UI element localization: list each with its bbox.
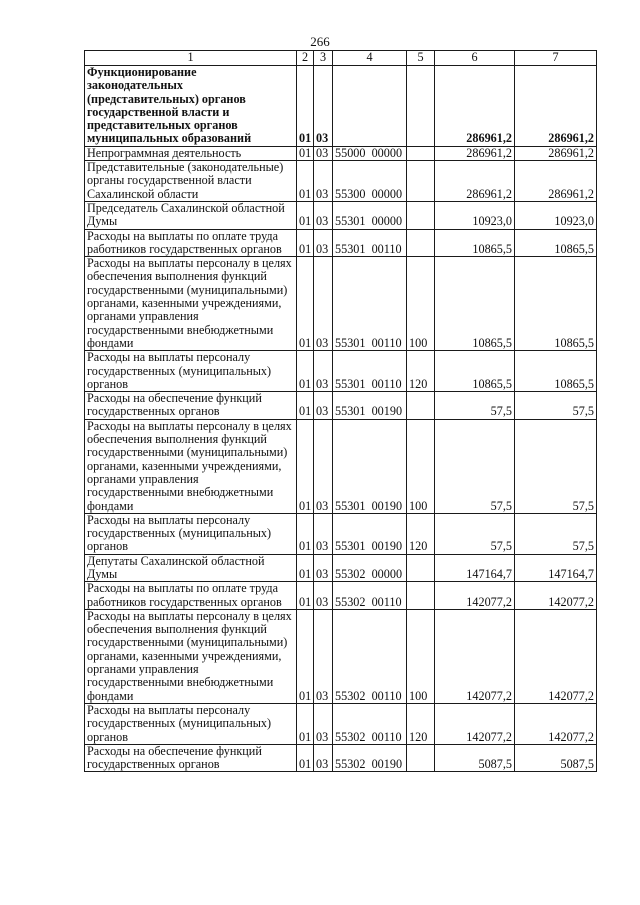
section-code: 01 <box>297 201 314 229</box>
section-code: 01 <box>297 582 314 610</box>
row-description: Функционирование законодательных (представительных) органов государственной власти и представительных органов муниципальных образований <box>85 66 297 147</box>
table-row <box>85 609 597 703</box>
subsection-code: 03 <box>314 513 333 554</box>
amount-year-1: 57,5 <box>435 419 515 513</box>
section-code: 01 <box>297 229 314 257</box>
expense-type-code <box>407 554 435 582</box>
section-code: 01 <box>297 703 314 744</box>
amount-year-1: 286961,2 <box>435 161 515 202</box>
amount-year-2: 142077,2 <box>515 703 597 744</box>
expense-type-code: 120 <box>407 703 435 744</box>
row-description: Расходы на выплаты по оплате труда работников государственных органов <box>85 229 297 257</box>
target-article-code: 55301 00190 <box>333 419 407 513</box>
amount-year-2: 147164,7 <box>515 554 597 582</box>
column-number-row <box>85 51 597 66</box>
section-code: 01 <box>297 392 314 420</box>
section-code: 01 <box>297 554 314 582</box>
amount-year-1: 10865,5 <box>435 257 515 351</box>
amount-year-2: 10923,0 <box>515 201 597 229</box>
amount-year-1: 10865,5 <box>435 229 515 257</box>
amount-year-2: 57,5 <box>515 513 597 554</box>
amount-year-2: 142077,2 <box>515 609 597 703</box>
amount-year-2: 286961,2 <box>515 146 597 160</box>
amount-year-1: 57,5 <box>435 392 515 420</box>
column-header: 3 <box>314 51 333 66</box>
row-description: Расходы на выплаты персоналу в целях обеспечения выполнения функций государственными (муниципальными) органами, казенными учреждениями, органами управления государственными внебюджетными фондами <box>85 419 297 513</box>
subsection-code: 03 <box>314 554 333 582</box>
subsection-code: 03 <box>314 582 333 610</box>
target-article-code: 55301 00110 <box>333 229 407 257</box>
table-row <box>85 257 597 351</box>
budget-table <box>84 50 597 772</box>
target-article-code: 55301 00190 <box>333 513 407 554</box>
table-row <box>85 744 597 772</box>
table-row <box>85 419 597 513</box>
table-row <box>85 161 597 202</box>
column-header: 2 <box>297 51 314 66</box>
column-header: 5 <box>407 51 435 66</box>
target-article-code: 55301 00110 <box>333 257 407 351</box>
subsection-code: 03 <box>314 703 333 744</box>
target-article-code: 55302 00110 <box>333 703 407 744</box>
section-code: 01 <box>297 609 314 703</box>
expense-type-code <box>407 161 435 202</box>
row-description: Председатель Сахалинской областной Думы <box>85 201 297 229</box>
row-description: Расходы на выплаты персоналу в целях обеспечения выполнения функций государственными (муниципальными) органами, казенными учреждениями, органами управления государственными внебюджетными фондами <box>85 609 297 703</box>
expense-type-code <box>407 229 435 257</box>
table-row <box>85 229 597 257</box>
section-code: 01 <box>297 257 314 351</box>
subsection-code: 03 <box>314 161 333 202</box>
target-article-code: 55300 00000 <box>333 161 407 202</box>
target-article-code: 55302 00000 <box>333 554 407 582</box>
expense-type-code <box>407 201 435 229</box>
table-row <box>85 66 597 147</box>
subsection-code: 03 <box>314 392 333 420</box>
amount-year-2: 10865,5 <box>515 229 597 257</box>
target-article-code: 55000 00000 <box>333 146 407 160</box>
subsection-code: 03 <box>314 66 333 147</box>
column-header: 7 <box>515 51 597 66</box>
table-row <box>85 703 597 744</box>
row-description: Расходы на обеспечение функций государственных органов <box>85 392 297 420</box>
target-article-code: 55301 00190 <box>333 392 407 420</box>
amount-year-1: 147164,7 <box>435 554 515 582</box>
row-description: Непрограммная деятельность <box>85 146 297 160</box>
row-description: Расходы на обеспечение функций государственных органов <box>85 744 297 772</box>
expense-type-code <box>407 744 435 772</box>
target-article-code: 55301 00110 <box>333 351 407 392</box>
expense-type-code: 100 <box>407 609 435 703</box>
subsection-code: 03 <box>314 419 333 513</box>
subsection-code: 03 <box>314 351 333 392</box>
column-header: 6 <box>435 51 515 66</box>
section-code: 01 <box>297 161 314 202</box>
section-code: 01 <box>297 744 314 772</box>
row-description: Расходы на выплаты персоналу государственных (муниципальных) органов <box>85 351 297 392</box>
table-row <box>85 582 597 610</box>
amount-year-2: 5087,5 <box>515 744 597 772</box>
amount-year-2: 286961,2 <box>515 66 597 147</box>
expense-type-code <box>407 146 435 160</box>
target-article-code: 55302 00110 <box>333 582 407 610</box>
target-article-code <box>333 66 407 147</box>
target-article-code: 55302 00190 <box>333 744 407 772</box>
column-header: 1 <box>85 51 297 66</box>
subsection-code: 03 <box>314 609 333 703</box>
amount-year-2: 10865,5 <box>515 351 597 392</box>
table-row <box>85 146 597 160</box>
expense-type-code: 100 <box>407 257 435 351</box>
subsection-code: 03 <box>314 744 333 772</box>
page-number: 266 <box>310 34 330 49</box>
section-code: 01 <box>297 146 314 160</box>
row-description: Расходы на выплаты персоналу в целях обеспечения выполнения функций государственными (муниципальными) органами, казенными учреждениями, органами управления государственными внебюджетными фондами <box>85 257 297 351</box>
amount-year-1: 286961,2 <box>435 66 515 147</box>
subsection-code: 03 <box>314 229 333 257</box>
row-description: Депутаты Сахалинской областной Думы <box>85 554 297 582</box>
expense-type-code: 120 <box>407 351 435 392</box>
amount-year-1: 142077,2 <box>435 609 515 703</box>
table-row <box>85 513 597 554</box>
amount-year-1: 57,5 <box>435 513 515 554</box>
row-description: Расходы на выплаты по оплате труда работников государственных органов <box>85 582 297 610</box>
subsection-code: 03 <box>314 146 333 160</box>
section-code: 01 <box>297 66 314 147</box>
target-article-code: 55302 00110 <box>333 609 407 703</box>
amount-year-1: 5087,5 <box>435 744 515 772</box>
table-row <box>85 201 597 229</box>
subsection-code: 03 <box>314 257 333 351</box>
amount-year-2: 57,5 <box>515 419 597 513</box>
amount-year-1: 286961,2 <box>435 146 515 160</box>
section-code: 01 <box>297 419 314 513</box>
amount-year-2: 286961,2 <box>515 161 597 202</box>
table-row <box>85 392 597 420</box>
table-row <box>85 554 597 582</box>
subsection-code: 03 <box>314 201 333 229</box>
expense-type-code <box>407 392 435 420</box>
amount-year-2: 57,5 <box>515 392 597 420</box>
target-article-code: 55301 00000 <box>333 201 407 229</box>
table-row <box>85 351 597 392</box>
row-description: Расходы на выплаты персоналу государственных (муниципальных) органов <box>85 513 297 554</box>
amount-year-2: 142077,2 <box>515 582 597 610</box>
row-description: Представительные (законодательные) органы государственной власти Сахалинской области <box>85 161 297 202</box>
amount-year-2: 10865,5 <box>515 257 597 351</box>
row-description: Расходы на выплаты персоналу государственных (муниципальных) органов <box>85 703 297 744</box>
section-code: 01 <box>297 513 314 554</box>
section-code: 01 <box>297 351 314 392</box>
amount-year-1: 10923,0 <box>435 201 515 229</box>
expense-type-code: 100 <box>407 419 435 513</box>
expense-type-code <box>407 66 435 147</box>
amount-year-1: 10865,5 <box>435 351 515 392</box>
amount-year-1: 142077,2 <box>435 703 515 744</box>
amount-year-1: 142077,2 <box>435 582 515 610</box>
expense-type-code <box>407 582 435 610</box>
column-header: 4 <box>333 51 407 66</box>
expense-type-code: 120 <box>407 513 435 554</box>
